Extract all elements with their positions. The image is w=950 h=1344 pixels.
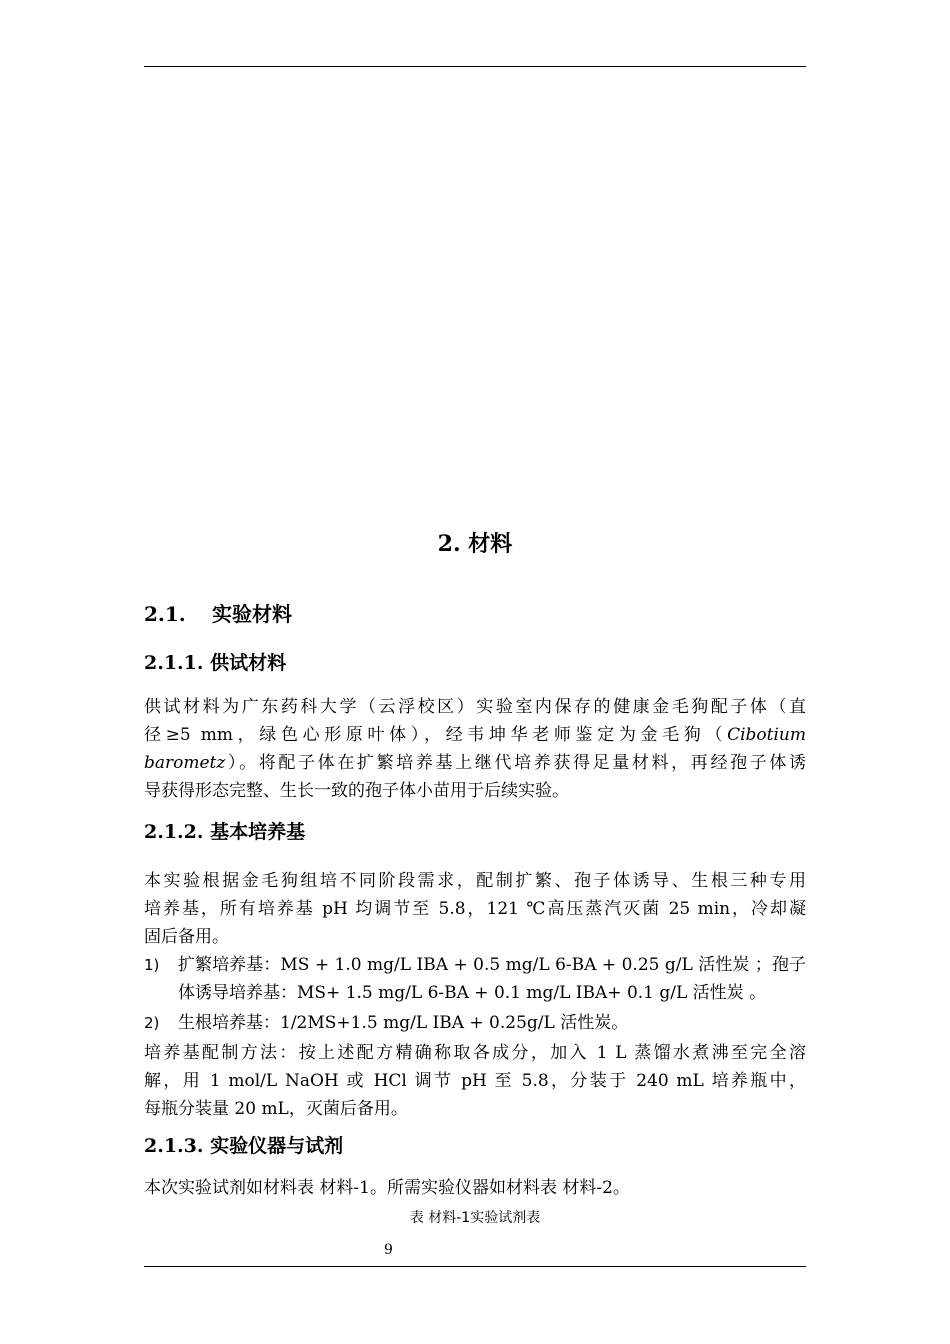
text-line: 本实验根据金毛狗组培不同阶段需求，配制扩繁、孢子体诱导、生根三种专用 xyxy=(144,871,806,891)
text-line: 培养基配制方法：按上述配方精确称取各成分，加入 1 L 蒸馏水煮沸至完全溶 xyxy=(144,1043,806,1063)
text-line: barometz）。将配子体在扩繁培养基上继代培养获得足量材料，再经孢子体诱 xyxy=(144,753,806,773)
species-name: Cibotium xyxy=(727,725,806,745)
paragraph-test-material xyxy=(144,693,806,805)
text-line: 固后备用。 xyxy=(144,927,229,947)
list-item xyxy=(144,1009,806,1037)
page-number: 9 xyxy=(384,1242,393,1258)
text-line: 供试材料为广东药科大学（云浮校区）实验室内保存的健康金毛狗配子体（直 xyxy=(144,697,806,717)
text-line: 解，用 1 mol/L NaOH 或 HCl 调节 pH 至 5.8，分装于 240 mL 培养瓶中， xyxy=(144,1071,806,1091)
subsection-heading-2: 2.1.2. 基本培养基 xyxy=(144,821,306,843)
list-item xyxy=(144,951,806,1007)
subsection-heading-3: 2.1.3. 实验仪器与试剂 xyxy=(144,1135,344,1157)
section-heading xyxy=(144,598,806,627)
list-marker: 2) xyxy=(144,1014,160,1032)
list-text: 体诱导培养基：MS+ 1.5 mg/L 6-BA + 0.1 mg/L IBA+ 0.1 g/L 活性炭 。 xyxy=(178,983,767,1003)
text-line: 导获得形态完整、生长一致的孢子体小苗用于后续实验。 xyxy=(144,781,569,801)
list-text: 生根培养基：1/2MS+1.5 mg/L IBA + 0.25g/L 活性炭。 xyxy=(178,1013,629,1033)
list-text: 扩繁培养基：MS + 1.0 mg/L IBA + 0.5 mg/L 6-BA + 0.25 g/L 活性炭 ；孢子 xyxy=(178,955,806,975)
text-line: 本次实验试剂如材料表 材料-1。所需实验仪器如材料表 材料-2。 xyxy=(144,1178,630,1198)
species-epithet: barometz xyxy=(144,753,226,773)
text-line: 径≥5 mm，绿色心形原叶体），经韦坤华老师鉴定为金毛狗（Cibotium xyxy=(144,725,806,745)
table-caption: 表 材料-1实验试剂表 xyxy=(409,1210,541,1226)
list-marker: 1) xyxy=(144,956,160,974)
footer-rule xyxy=(144,1266,806,1267)
header-rule xyxy=(144,66,806,67)
text-line: 培养基，所有培养基 pH 均调节至 5.8，121 ℃高压蒸汽灭菌 25 min，冷却凝 xyxy=(144,899,806,919)
paragraph-preparation-method xyxy=(144,1039,806,1123)
subsection-heading-1: 2.1.1. 供试材料 xyxy=(144,652,287,674)
section-title: 实验材料 xyxy=(212,602,292,626)
text-line: 每瓶分装量 20 mL，灭菌后备用。 xyxy=(144,1099,408,1119)
chapter-heading: 2. 材料 xyxy=(437,531,513,557)
paragraph-instruments xyxy=(144,1174,806,1202)
section-number: 2.1. xyxy=(144,602,186,626)
paragraph-medium-intro xyxy=(144,867,806,951)
